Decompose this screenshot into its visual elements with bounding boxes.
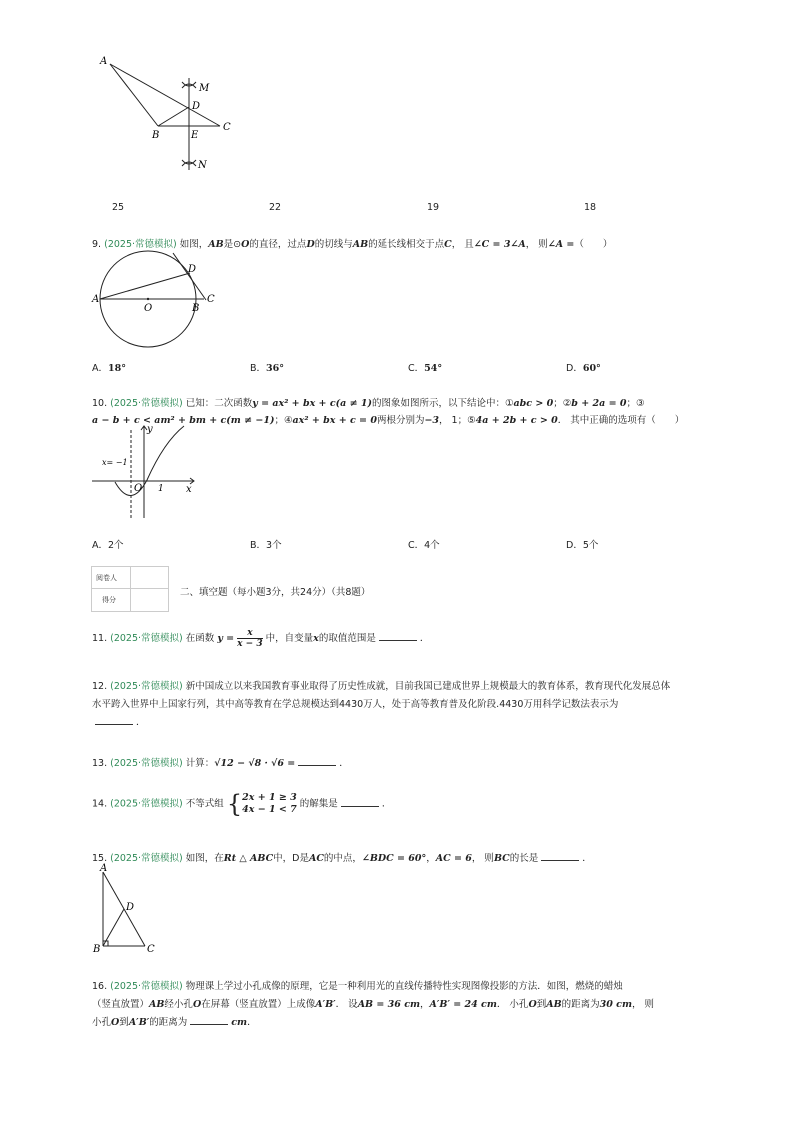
q16-text: 在屏幕（竖直放置）上成像 bbox=[201, 999, 316, 1010]
q10-option-a[interactable] bbox=[92, 537, 124, 551]
q10-text: 两根分别为 bbox=[376, 415, 425, 426]
q10-option-c[interactable] bbox=[408, 537, 440, 551]
q14-brace-system bbox=[227, 792, 297, 816]
q15-text: 的中点， bbox=[323, 853, 362, 864]
q15-answer-blank[interactable] bbox=[541, 851, 579, 861]
q10-math: 4a + 2b + c > 0 bbox=[475, 415, 558, 426]
q14-text: 的解集是 bbox=[299, 798, 338, 810]
q16-math: AB bbox=[149, 999, 165, 1010]
option-letter: B． bbox=[250, 540, 267, 551]
q13-text: 计算： bbox=[185, 758, 215, 769]
q12-line2: 水平跨入世界中上国家行列，其中高等教育在学总规模达到4430万人，处于高等教育普及化阶段.4430万用科学记数法表示为 bbox=[92, 699, 619, 710]
label-d: D bbox=[192, 101, 201, 112]
label-a: A bbox=[92, 294, 100, 305]
q12-line3 bbox=[92, 714, 146, 728]
q10-text: ． 其中正确的选项有（ ） bbox=[557, 415, 685, 426]
q15-text: ． bbox=[582, 853, 592, 864]
q9-option-c[interactable] bbox=[408, 360, 442, 374]
q16-text: 物理课上学过小孔成像的原理，它是一种利用光的直线传播特性实现图像投影的方法．如图，燃烧的蜡烛 bbox=[185, 981, 623, 992]
q9-option-a[interactable] bbox=[92, 360, 126, 374]
q16-math: 30 cm bbox=[599, 999, 633, 1010]
label-y: y bbox=[147, 424, 153, 435]
q14-text: 不等式组 bbox=[185, 798, 224, 810]
figure-parabola bbox=[90, 422, 200, 522]
q11-text: 的取值范围是 bbox=[318, 633, 376, 644]
option-value: 5个 bbox=[582, 540, 599, 551]
label-symmetry: x= −1 bbox=[102, 458, 128, 467]
q16-answer-blank[interactable] bbox=[190, 1015, 228, 1025]
q10-stem-line1 bbox=[92, 395, 645, 409]
q15-text: 的长是 bbox=[509, 853, 539, 864]
q14-stem bbox=[92, 792, 391, 816]
label-d: D bbox=[126, 902, 135, 913]
q11-stem bbox=[92, 628, 429, 649]
q16-math: O bbox=[111, 1017, 120, 1028]
q9-math: AB bbox=[208, 239, 224, 250]
option-letter: C． bbox=[408, 363, 425, 374]
q10-text: ；④ bbox=[274, 415, 293, 426]
q10-text: ， 1；⑤ bbox=[439, 415, 476, 426]
option-letter: A． bbox=[92, 363, 108, 374]
q11-text: 中，自变量 bbox=[265, 633, 314, 644]
option-value: 60° bbox=[582, 363, 601, 374]
q9-text: 的直径，过点 bbox=[249, 239, 307, 250]
label-origin: O bbox=[134, 483, 143, 494]
q15-text: ， 则 bbox=[471, 853, 494, 864]
q9-math: ∠C = 3∠A bbox=[473, 239, 526, 250]
q16-math: O bbox=[528, 999, 537, 1010]
option-value: 2个 bbox=[108, 540, 124, 551]
q15-text: ， bbox=[426, 853, 436, 864]
q9-math: AB bbox=[352, 239, 369, 250]
label-e: E bbox=[191, 130, 199, 141]
option-value: 36° bbox=[266, 363, 285, 374]
inequality-1: 2x + 1 ≥ 3 bbox=[242, 792, 297, 803]
q16-number: 16. bbox=[92, 981, 108, 992]
q13-number: 13. bbox=[92, 758, 108, 769]
label-c: C bbox=[147, 944, 155, 955]
q9-math: ∠A = bbox=[547, 239, 575, 250]
q13-source: (2025·常德模拟) bbox=[110, 758, 183, 769]
segment-bd bbox=[158, 107, 189, 126]
grader-score-box bbox=[91, 566, 169, 612]
q10-text: ；② bbox=[553, 398, 572, 409]
q9-math: C bbox=[444, 239, 452, 250]
q12-number: 12. bbox=[92, 681, 108, 692]
segment-ac bbox=[110, 64, 220, 126]
label-x: x bbox=[186, 484, 192, 495]
q12-text: ． bbox=[136, 717, 146, 728]
segment-bd bbox=[103, 909, 124, 946]
q16-math: A′B′ bbox=[315, 999, 336, 1010]
center-point bbox=[147, 298, 149, 300]
q13-math: √12 − √8 · √6 = bbox=[214, 758, 296, 769]
q13-answer-blank[interactable] bbox=[298, 756, 336, 766]
q15-math: ∠BDC = 60° bbox=[361, 853, 427, 864]
q9-text: 是⊙ bbox=[223, 239, 242, 250]
q10-math: y = ax² + bx + c(a ≠ 1) bbox=[252, 398, 372, 409]
q16-text: 的距离为 bbox=[561, 999, 600, 1010]
q11-text: ． bbox=[419, 633, 430, 644]
q12-source: (2025·常德模拟) bbox=[110, 681, 183, 692]
label-o: O bbox=[144, 303, 153, 314]
q10-text: ；③ bbox=[626, 398, 645, 409]
q16-text: ， bbox=[420, 999, 430, 1010]
q10-option-b[interactable] bbox=[250, 537, 282, 551]
option-letter: A． bbox=[92, 540, 108, 551]
q16-math: AB bbox=[546, 999, 562, 1010]
q12-answer-blank[interactable] bbox=[95, 715, 133, 725]
q9-math: D bbox=[306, 239, 315, 250]
q9-number: 9. bbox=[92, 239, 102, 250]
q10-math: −3 bbox=[424, 415, 440, 426]
q16-text: 到 bbox=[119, 1017, 129, 1028]
q16-source: (2025·常德模拟) bbox=[110, 981, 183, 992]
q16-line1 bbox=[92, 978, 623, 992]
prev-option-d[interactable]: 18 bbox=[584, 202, 597, 213]
option-letter: D． bbox=[566, 363, 583, 374]
option-value: 3个 bbox=[266, 540, 282, 551]
q13-stem bbox=[92, 755, 349, 769]
q9-option-d[interactable] bbox=[566, 360, 601, 374]
label-a: A bbox=[100, 863, 108, 874]
q11-answer-blank[interactable] bbox=[379, 631, 417, 641]
q16-text: （竖直放置） bbox=[92, 999, 150, 1010]
q11-text: 在函数 bbox=[185, 633, 215, 644]
q11-number: 11. bbox=[92, 633, 108, 644]
q13-text: ． bbox=[339, 758, 349, 769]
label-b: B bbox=[152, 130, 160, 141]
label-c: C bbox=[207, 294, 215, 305]
q14-number: 14. bbox=[92, 798, 108, 810]
q14-source: (2025·常德模拟) bbox=[110, 798, 183, 810]
segment-ab bbox=[110, 64, 158, 126]
q15-math: BC bbox=[493, 853, 510, 864]
label-d: D bbox=[188, 264, 197, 275]
option-value: 4个 bbox=[424, 540, 440, 551]
option-letter: B． bbox=[250, 363, 267, 374]
q15-text: 如图，在 bbox=[185, 853, 224, 864]
prev-option-b[interactable]: 22 bbox=[269, 202, 282, 213]
grader-label: 阅卷人 bbox=[96, 574, 117, 582]
q10-math: b + 2a = 0 bbox=[571, 398, 627, 409]
q9-text: 如图， bbox=[179, 239, 209, 250]
q11-math: x bbox=[313, 633, 319, 644]
q12-line1 bbox=[92, 678, 670, 692]
prev-option-c[interactable]: 19 bbox=[427, 202, 440, 213]
label-m: M bbox=[199, 83, 210, 94]
q10-text: 已知：二次函数 bbox=[185, 398, 253, 409]
option-value: 54° bbox=[424, 363, 443, 374]
q11-fraction bbox=[237, 628, 262, 649]
option-letter: D． bbox=[566, 540, 583, 551]
q16-text: 经小孔 bbox=[164, 999, 193, 1010]
q9-source: (2025·常德模拟) bbox=[104, 239, 177, 250]
inequality-stack bbox=[242, 792, 297, 816]
inequality-2: 4x − 1 < 7 bbox=[242, 804, 297, 815]
q11-math: y = bbox=[217, 633, 235, 644]
q16-text: 小孔 bbox=[92, 1017, 112, 1028]
q16-text: 的距离为 bbox=[149, 1017, 188, 1028]
q16-math: AB = 36 cm bbox=[357, 999, 421, 1010]
section-title: 二、填空题（每小题3分，共24分）（共8题） bbox=[180, 587, 371, 598]
q12-text: 新中国成立以来我国教育事业取得了历史性成就，目前我国已建成世界上规模最大的教育体系，教育现代化发展总体 bbox=[185, 681, 671, 692]
q16-math: O bbox=[192, 999, 202, 1010]
left-brace-icon: { bbox=[226, 790, 243, 818]
q9-text: ， 则 bbox=[525, 239, 548, 250]
q10-source: (2025·常德模拟) bbox=[110, 398, 183, 409]
label-one: 1 bbox=[158, 484, 164, 494]
q16-text: ． bbox=[247, 1017, 257, 1028]
q9-text: 的延长线相交于点 bbox=[368, 239, 445, 250]
q9-option-b[interactable] bbox=[250, 360, 284, 374]
q9-text: ， 且 bbox=[451, 239, 474, 250]
label-a: A bbox=[100, 56, 108, 67]
fraction-denominator: x − 3 bbox=[237, 639, 263, 649]
q15-text: 中，D是 bbox=[273, 853, 309, 864]
q16-math: A′B′ bbox=[128, 1017, 150, 1028]
q14-answer-blank[interactable] bbox=[341, 797, 379, 807]
grader-box-vline bbox=[130, 567, 131, 611]
label-b: B bbox=[93, 944, 101, 955]
q14-text: ． bbox=[381, 798, 392, 810]
fraction-numerator: x bbox=[237, 628, 262, 639]
q16-text: 到 bbox=[536, 999, 547, 1010]
q9-text: 的切线与 bbox=[314, 239, 353, 250]
label-n: N bbox=[198, 160, 207, 171]
q16-math: A′B′ = 24 cm bbox=[429, 999, 497, 1010]
q9-stem bbox=[92, 236, 612, 250]
label-b: B bbox=[192, 303, 200, 314]
chord-ad bbox=[100, 273, 190, 299]
prev-option-a[interactable]: 25 bbox=[112, 202, 125, 213]
option-value: 18° bbox=[108, 363, 126, 374]
q10-math: ax² + bx + c = 0 bbox=[292, 415, 377, 426]
q16-text: ． 设 bbox=[335, 999, 358, 1010]
figure-right-triangle bbox=[90, 860, 170, 955]
q16-line3 bbox=[92, 1014, 257, 1028]
q9-math: O bbox=[241, 239, 250, 250]
q10-math: abc > 0 bbox=[513, 398, 554, 409]
q16-text: ， 则 bbox=[632, 999, 655, 1010]
q10-number: 10. bbox=[92, 398, 108, 409]
q15-math: Rt △ ABC bbox=[223, 853, 274, 864]
score-label: 得分 bbox=[102, 596, 116, 604]
q15-math: AC = 6 bbox=[435, 853, 472, 864]
label-c: C bbox=[223, 122, 231, 133]
option-letter: C． bbox=[408, 540, 425, 551]
q15-number: 15. bbox=[92, 853, 108, 864]
q11-source: (2025·常德模拟) bbox=[110, 633, 183, 644]
figure-circle-tangent bbox=[90, 250, 220, 350]
q15-math: AC bbox=[308, 853, 324, 864]
q15-source: (2025·常德模拟) bbox=[110, 853, 183, 864]
q10-math: a − b + c < am² + bm + c(m ≠ −1) bbox=[92, 415, 275, 426]
q16-text: ． 小孔 bbox=[496, 999, 529, 1010]
q16-math: cm bbox=[231, 1017, 248, 1028]
q16-line2 bbox=[92, 996, 654, 1010]
q9-text: （ ） bbox=[574, 239, 613, 250]
q10-text: 的图象如图所示，以下结论中：① bbox=[371, 398, 514, 409]
q10-option-d[interactable] bbox=[566, 537, 598, 551]
figure-triangle-bisector bbox=[96, 50, 246, 180]
